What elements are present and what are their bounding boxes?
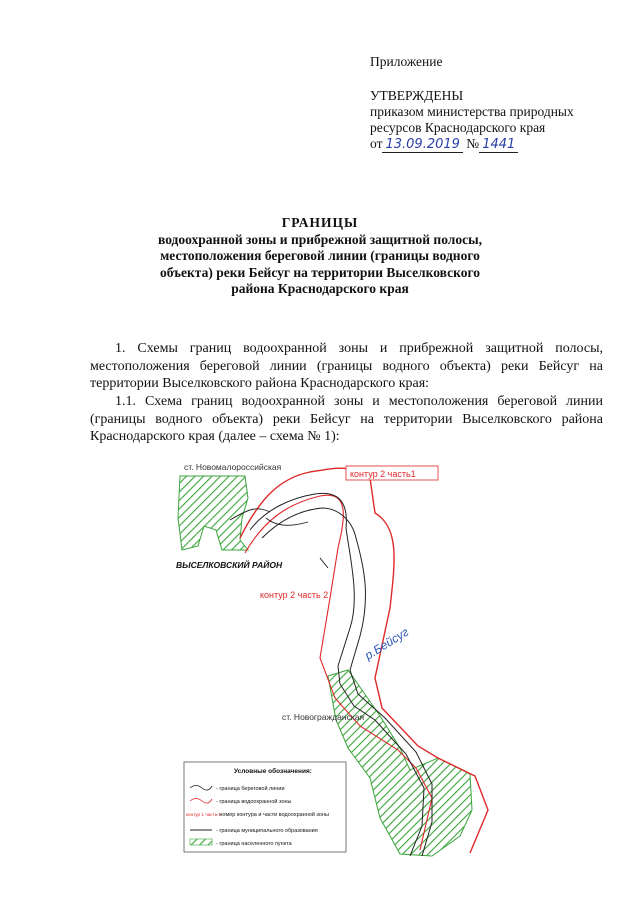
- title-line-1: ГРАНИЦЫ: [281, 215, 359, 230]
- approval-header: [370, 54, 574, 153]
- municipal-boundary: [320, 558, 328, 568]
- order-line-1: приказом министерства природных: [370, 104, 574, 119]
- title-line-3: местоположения береговой линии (границы водного: [160, 248, 480, 263]
- title-line-5: района Краснодарского края: [231, 281, 409, 296]
- river-label: р.Бейсуг: [362, 624, 412, 663]
- approved-label: УТВЕРЖДЕНЫ: [370, 88, 464, 103]
- contour-1-label: контур 2 часть1: [350, 469, 416, 479]
- document-title: [100, 215, 540, 298]
- title-line-2: водоохранной зоны и прибрежной защитной полосы,: [158, 231, 482, 247]
- legend-title: Условные обозначения:: [234, 768, 312, 775]
- date-prefix: от: [370, 136, 383, 151]
- legend-item-shoreline: - граница береговой линии: [216, 786, 285, 792]
- paragraph-1-1: 1.1. Схема границ водоохранной зоны и местоположения береговой линии (границы водного объекта) реки Бейсуг на территории Выселковского района Краснодарского края (далее – схема № 1):: [90, 394, 603, 444]
- district-label: ВЫСЕЛКОВСКИЙ РАЙОН: [176, 560, 283, 570]
- paragraph-1: 1. Схемы границ водоохранной зоны и прибрежной защитной полосы, местоположения береговой линии (границы водного объекта) реки Бейсуг на территории Выселковского района Краснодарского края:: [90, 341, 603, 391]
- map-svg: [170, 458, 515, 863]
- river-scheme-map: [170, 458, 515, 863]
- legend-item-settlement: - граница населенного пункта: [216, 841, 292, 847]
- settlement-south-area: [328, 670, 472, 856]
- contour-2-label: контур 2 часть 2: [260, 590, 329, 600]
- legend-sample-contour: контур 1 часть 1: [186, 812, 221, 817]
- settlement-north-label: ст. Новомалороссийская: [184, 462, 282, 472]
- order-line-2: ресурсов Краснодарского края: [370, 120, 546, 135]
- number-prefix: №: [466, 136, 480, 151]
- settlement-north-area: [178, 476, 248, 550]
- handwritten-date: 13.09.2019: [382, 137, 462, 153]
- appendix-label: Приложение: [370, 54, 443, 69]
- legend-item-contour: - номер контура и части водоохранной зоны: [216, 812, 329, 818]
- map-legend: [184, 762, 346, 852]
- handwritten-number: 1441: [479, 137, 518, 153]
- title-line-4: объекта) реки Бейсуг на территории Выселковского: [159, 264, 480, 280]
- legend-item-municipal: - граница муниципального образования: [216, 828, 318, 834]
- legend-item-water-zone: - граница водоохранной зоны: [216, 799, 292, 805]
- order-date-line: [370, 136, 574, 153]
- settlement-south-label: ст. Новогражданская: [282, 712, 365, 722]
